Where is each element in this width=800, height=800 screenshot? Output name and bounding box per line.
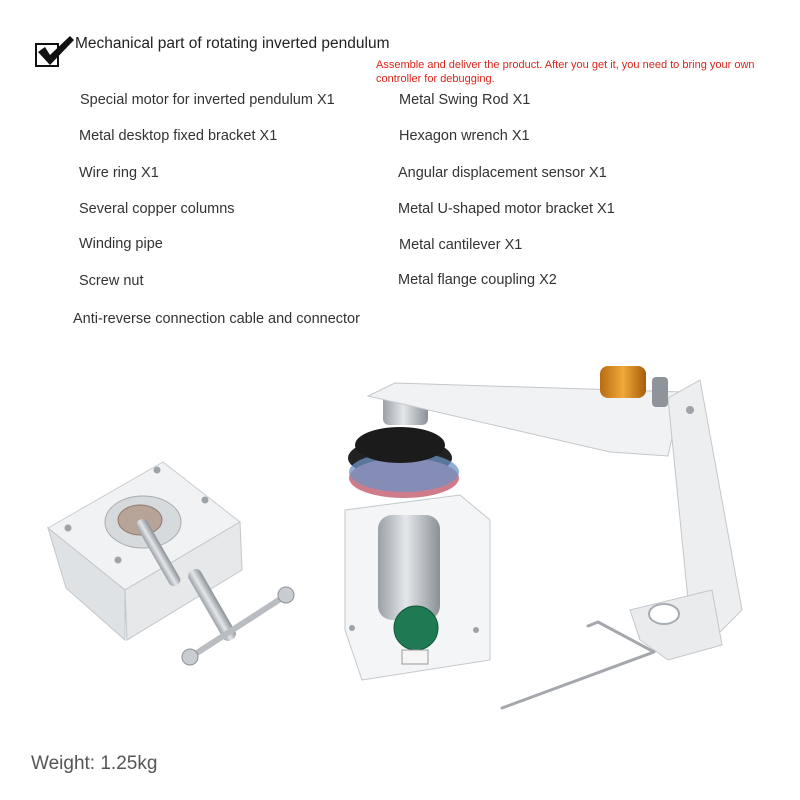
list-item: Metal cantilever X1 (399, 237, 523, 253)
list-item: Screw nut (79, 273, 144, 289)
product-weight: Weight: 1.25kg (31, 753, 158, 774)
list-item: Special motor for inverted pendulum X1 (80, 92, 335, 108)
checkmark-icon (36, 34, 76, 68)
motor-assembly (345, 395, 490, 680)
list-item: Metal U-shaped motor bracket X1 (398, 201, 615, 217)
list-item: Hexagon wrench X1 (399, 128, 530, 144)
list-item: Anti-reverse connection cable and connector (73, 311, 360, 327)
list-item: Angular displacement sensor X1 (398, 165, 607, 181)
list-item: Several copper columns (79, 201, 235, 217)
list-item: Metal flange coupling X2 (398, 272, 557, 288)
list-item: Metal desktop fixed bracket X1 (79, 128, 278, 144)
hex-wrench (502, 622, 654, 708)
desktop-bracket (48, 462, 294, 665)
delivery-note: Assemble and deliver the product. After you get it, you need to bring your own controller for debugging. (376, 59, 755, 85)
list-item: Metal Swing Rod X1 (399, 92, 531, 108)
list-item: Wire ring X1 (79, 165, 159, 181)
product-photo (0, 340, 800, 740)
page-title: Mechanical part of rotating inverted pendulum (75, 35, 390, 52)
list-item: Winding pipe (79, 236, 163, 252)
